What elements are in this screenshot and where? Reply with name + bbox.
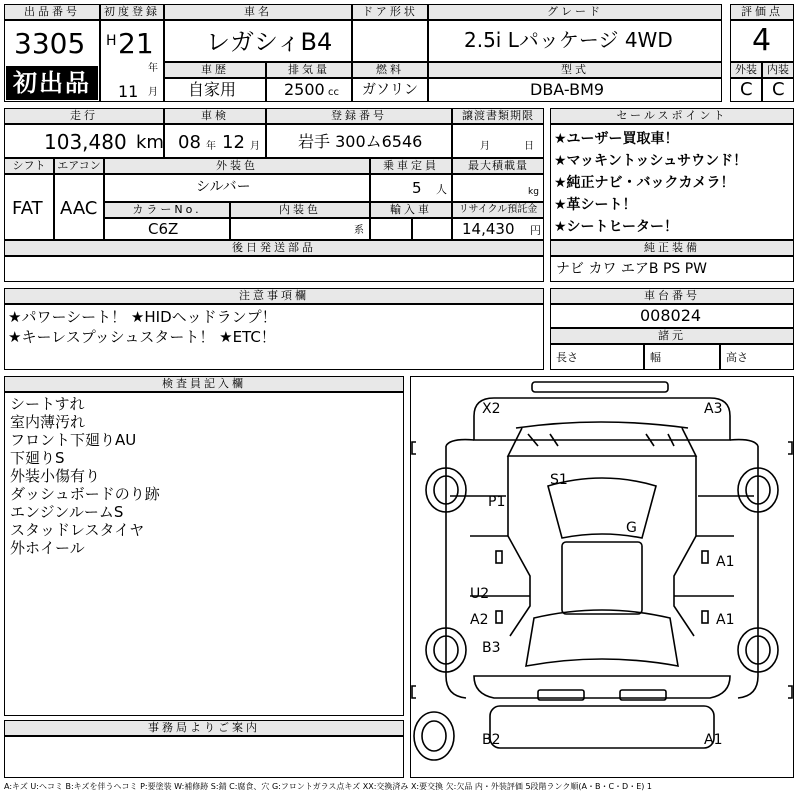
import-cell-a (370, 218, 412, 240)
car-name-label: 車名 (164, 4, 352, 20)
sales-point: ★純正ナビ・バックカメラ！ (554, 175, 735, 191)
ext-grade-value: C (740, 79, 753, 100)
width-label: 幅 (650, 351, 661, 364)
mark-a3: A3 (704, 401, 723, 417)
first-reg-year: 21 (118, 27, 154, 60)
sales-points-list (554, 128, 747, 238)
mark-a1-r2: A1 (716, 612, 735, 628)
inspection-year: 08 (178, 132, 201, 153)
first-reg-year-unit: 年 (148, 63, 158, 74)
max-load-label: 最大積載量 (452, 158, 544, 174)
first-reg-era: H (106, 33, 117, 49)
inspector-note: スタッドレスタイヤ (10, 521, 145, 539)
plate-label: 登録番号 (266, 108, 452, 124)
chassis-no-label: 車台番号 (550, 288, 794, 304)
first-listing-badge: 初出品 (6, 66, 98, 100)
length-label: 長さ (556, 351, 578, 364)
sales-point: ★シートヒーター！ (554, 219, 678, 235)
lot-number: 3305 (14, 27, 86, 60)
mark-p1: P1 (488, 494, 506, 510)
transfer-month-unit: 月 (480, 141, 490, 152)
first-reg-month: 11 (118, 82, 139, 101)
int-grade-value: C (772, 79, 785, 100)
mileage-unit: km (136, 132, 164, 153)
import-label: 輸入車 (370, 202, 452, 218)
int-color-label: 内装色 (230, 202, 370, 218)
chassis-no-value: 008024 (640, 306, 702, 325)
recycle-unit: 円 (530, 224, 541, 237)
mark-b3: B3 (482, 640, 501, 656)
mark-a1-rear: A1 (704, 732, 723, 748)
dimensions-label: 諸元 (550, 328, 794, 344)
recycle-label: リサイクル預託金 (452, 202, 544, 218)
mark-g: G (626, 520, 637, 536)
capacity-label: 乗車定員 (370, 158, 452, 174)
displacement-value: 2500 (284, 80, 325, 99)
inspection-year-unit: 年 (206, 141, 216, 152)
fuel-label: 燃料 (352, 62, 428, 78)
history-label: 車歴 (164, 62, 266, 78)
door-label: ドア形状 (352, 4, 428, 20)
fuel-value: ガソリン (362, 82, 418, 98)
recycle-value: 14,430 (462, 220, 515, 238)
notes-line-2: ★キーレスプッシュスタート！ ★ETC！ (8, 328, 276, 346)
mark-x2: X2 (482, 401, 501, 417)
aircon-label: エアコン (54, 158, 104, 174)
office-label: 事務局よりご案内 (4, 720, 404, 736)
genuine-equipment-value: ナビ カワ エアB PS PW (556, 261, 708, 277)
later-parts-cell (4, 256, 544, 282)
model-value: DBA-BM9 (530, 80, 605, 99)
displacement-label: 排気量 (266, 62, 352, 78)
mark-a1-r1: A1 (716, 554, 735, 570)
mark-b2: B2 (482, 732, 501, 748)
mileage-value: 103,480 (44, 130, 127, 154)
plate-value: 岩手 300ム6546 (298, 132, 423, 151)
inspector-note: エンジンルームS (10, 503, 124, 521)
int-color-unit: 系 (354, 225, 364, 236)
score-label: 評価点 (730, 4, 794, 20)
shift-value: FAT (12, 198, 43, 219)
inspection-month-unit: 月 (250, 141, 260, 152)
sales-point: ★革シート！ (554, 197, 637, 213)
inspector-note: 外ホイール (10, 539, 85, 557)
first-reg-label: 初度登録 (100, 4, 164, 20)
inspector-note: シートすれ (10, 395, 85, 413)
capacity-value: 5 (412, 179, 422, 197)
inspector-label: 検査員記入欄 (4, 376, 404, 392)
car-damage-diagram (410, 376, 794, 778)
int-color-cell (230, 218, 370, 240)
height-label: 高さ (726, 351, 748, 364)
mark-s1: S1 (550, 472, 568, 488)
grade-value: 2.5i Lパッケージ 4WD (464, 28, 673, 52)
lot-label: 出品番号 (4, 4, 100, 20)
inspector-note: 下廻りS (10, 449, 65, 467)
door-cell (352, 20, 428, 62)
notes-label: 注意事項欄 (4, 288, 544, 304)
inspection-month: 12 (222, 132, 245, 153)
ext-grade-label: 外装 (730, 62, 762, 78)
mileage-label: 走行 (4, 108, 164, 124)
capacity-unit: 人 (436, 183, 447, 196)
inspector-notes (10, 395, 160, 557)
displacement-unit: cc (328, 87, 339, 98)
sales-point: ★ユーザー買取車！ (554, 131, 679, 147)
transfer-day-unit: 日 (524, 141, 534, 152)
aircon-value: AAC (60, 198, 98, 219)
inspector-note: ダッシュボードのり跡 (10, 485, 160, 503)
transfer-label: 譲渡書類期限 (452, 108, 544, 124)
color-no-label: カラーNo. (104, 202, 230, 218)
car-name-value: レガシィB4 (206, 28, 333, 56)
inspector-note: 室内薄汚れ (10, 413, 86, 431)
score-value: 4 (752, 23, 772, 58)
sales-point: ★マッキントッシュサウンド！ (554, 153, 748, 169)
office-cell (4, 736, 404, 778)
inspection-label: 車検 (164, 108, 266, 124)
shift-label: シフト (4, 158, 54, 174)
int-grade-label: 内装 (762, 62, 794, 78)
grade-label: グレード (428, 4, 722, 20)
ext-color-value: シルバー (196, 179, 251, 195)
inspector-note: 外装小傷有り (10, 467, 101, 485)
mark-a2: A2 (470, 612, 489, 628)
model-label: 型式 (428, 62, 722, 78)
notes-line-1: ★パワーシート！ ★HIDヘッドランプ！ (8, 308, 277, 326)
legend-text: A:キズ U:ヘコミ B:キズを伴うヘコミ P:要塗装 W:補修跡 S:錆 C:腐食、穴 G:フロントガラス点キズ XX:交換済み X:要交換 欠:欠品 内・外装評価 5段階ランク順(A・B・C・D・E) 1 (4, 782, 653, 791)
sales-points-label: セールスポイント (550, 108, 794, 124)
history-value: 自家用 (188, 80, 237, 99)
inspector-note: フロント下廻りAU (10, 431, 137, 449)
first-reg-month-unit: 月 (148, 87, 158, 98)
later-parts-label: 後日発送部品 (4, 240, 544, 256)
genuine-equipment-label: 純正装備 (550, 240, 794, 256)
import-cell-b (412, 218, 452, 240)
ext-color-label: 外装色 (104, 158, 370, 174)
mark-u2: U2 (470, 586, 490, 602)
color-no-value: C6Z (148, 220, 179, 238)
max-load-unit: kg (528, 187, 539, 197)
